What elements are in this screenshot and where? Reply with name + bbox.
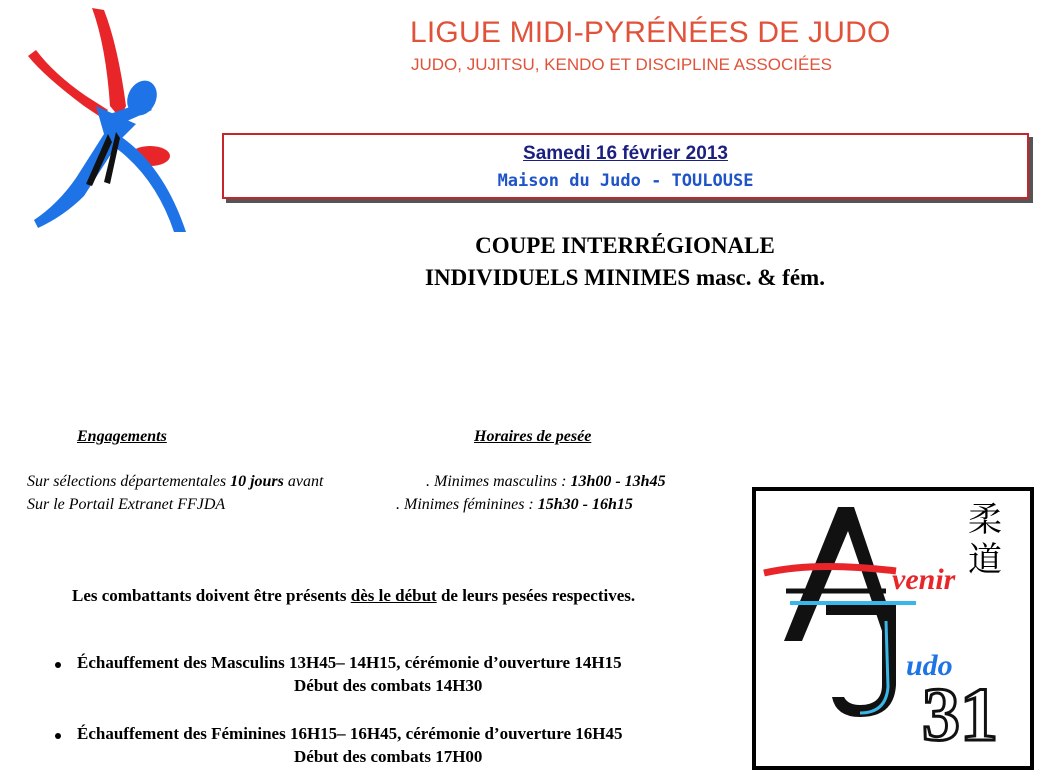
league-subtitle: JUDO, JUJITSU, KENDO ET DISCIPLINE ASSOCIÉES: [411, 55, 832, 74]
pesee-feminines: . Minimes féminines : 15h30 - 16h15: [396, 496, 633, 513]
event-place: Maison du Judo - TOULOUSE: [497, 171, 754, 191]
pesee-masculins: . Minimes masculins : 13h00 - 13h45: [426, 473, 666, 490]
logo-word-venir: venir: [892, 563, 956, 596]
schedule-masc-line1: Échauffement des Masculins 13H45– 14H15, cérémonie d’ouverture 14H15: [77, 653, 622, 672]
competition-title-line2: INDIVIDUELS MINIMES masc. & fém.: [425, 265, 825, 290]
schedule-masc-line2: Début des combats 14H30: [294, 676, 483, 695]
logo-number-31: 31: [922, 673, 998, 757]
schedule-fem-line2: Début des combats 17H00: [294, 747, 483, 766]
schedule-fem-line1: Échauffement des Féminines 16H15– 16H45, cérémonie d’ouverture 16H45: [77, 724, 623, 743]
engagements-line2: Sur le Portail Extranet FFJDA: [27, 496, 226, 513]
engagements-line1: Sur sélections départementales 10 jours avant: [27, 473, 324, 490]
competition-title-line1: COUPE INTERRÉGIONALE: [475, 233, 775, 258]
avenir-judo-31-logo: [752, 487, 1034, 770]
league-judo-logo: [24, 6, 194, 238]
event-date: Samedi 16 février 2013: [523, 143, 728, 164]
engagements-heading: Engagements: [77, 428, 167, 445]
event-info-box: [222, 133, 1029, 199]
bullet-icon: [55, 733, 61, 739]
league-title: LIGUE MIDI-PYRÉNÉES DE JUDO: [410, 16, 891, 49]
kanji-ju: 柔: [968, 500, 1002, 540]
logo-word-udo: udo: [906, 649, 953, 682]
pesee-heading: Horaires de pesée: [474, 428, 592, 445]
kanji-do: 道: [968, 540, 1002, 580]
bullet-icon: [55, 662, 61, 668]
presence-notice: Les combattants doivent être présents dès le début de leurs pesées respectives.: [72, 586, 636, 605]
